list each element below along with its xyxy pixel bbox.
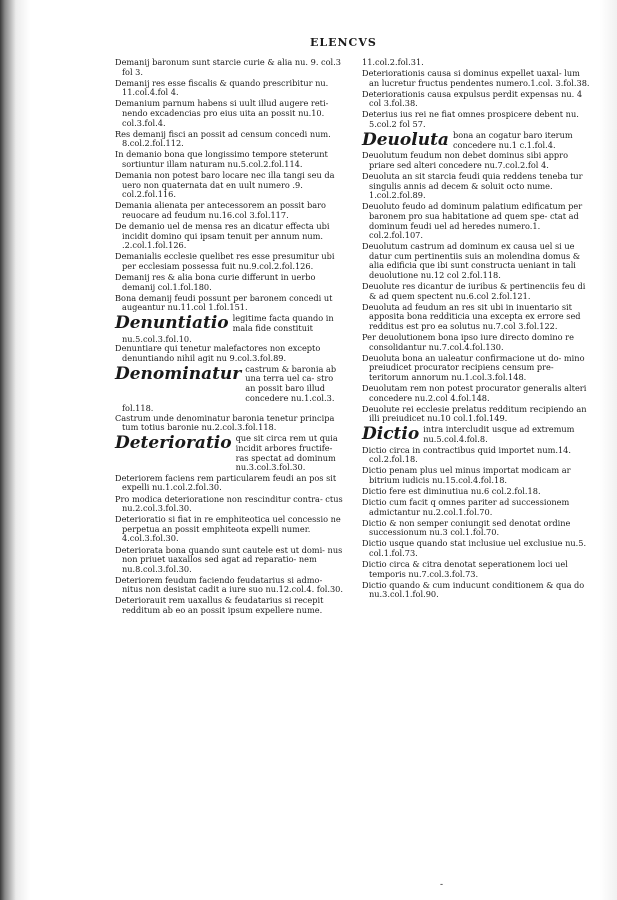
index-entry: Denuntiare qui tenetur malefactores non excepto denuntiando nihil agit nu 9.col.3.fol.89. [115, 343, 321, 363]
headword-continuation: fol.118. [122, 403, 154, 414]
index-entry: Deuolutum feudum non debet dominus sibi appro priare sed alteri concedere nu.7.col.2.fol 4. [362, 150, 568, 170]
index-entry: Deteriorata bona quando sunt cautele est ut domi- nus non priuet uaxallos sed agat ad reparatio- nem nu.8.col.3.fol.30. [115, 544, 343, 574]
index-entry: Deuoluta bona an ualeatur confirmacione ut do- mino preiudicet procurator recipiens censum pre- teritorum annorum nu.1.col.3.fol.148. [362, 352, 585, 382]
index-column-right [362, 58, 592, 601]
headword: Deterioratio [115, 433, 232, 454]
index-column-left [115, 58, 345, 617]
headword-text: legitime facta quando in mala fide constituit [232, 313, 334, 333]
index-entry: Demanialis ecclesie quelibet res esse presumitur ubi per ecclesiam possessa fuit nu.9.col.2.fol.126. [115, 251, 335, 271]
index-entry: Deterioratio si fiat in re emphiteotica uel concessio ne perpetua an possit emphiteota expelli numer. 4.col.3.fol.30. [115, 514, 341, 544]
index-entry: Dictio circa in contractibus quid importet num.14. col.2.fol.18. [362, 444, 571, 465]
index-entry: Dictio usque quando stat inclusiue uel exclusiue nu.5. col.1.fol.73. [362, 538, 587, 558]
index-entry: Per deuolutionem bona ipso iure directo domino re consolidantur nu.7.col.4.fol.130. [362, 332, 574, 352]
headword: Deuoluta [362, 130, 449, 151]
headword: Dictio [362, 424, 420, 445]
headword: Denuntiatio [115, 313, 229, 334]
index-entry: Demania alienata per antecessorem an possit baro reuocare ad feudum nu.16.col 3.fol.117. [115, 200, 326, 220]
index-headword-entry [362, 425, 592, 444]
index-headword-entry [362, 131, 592, 150]
page-footer-mark: - [440, 880, 444, 890]
index-entry: Dictio quando & cum inducunt conditionem & qua do nu.3.col.1.fol.90. [362, 579, 585, 600]
index-entry: Deuoluta ad feudum an res sit ubi in inuentario sit apposita bona redditicia una excepta ex errore sed redditus est pro ea solutus nu.7.col 3.fol.122. [362, 301, 581, 331]
headword-text: bona an cogatur baro iterum concedere nu.1 c.1.fol.4. [452, 130, 573, 150]
index-entry: Deuolute res dicantur de iuribus & pertinenciis feu di & ad quem spectent nu.6.col 2.fol.121. [362, 281, 586, 301]
index-entry: De demanio uel de mensa res an dicatur effecta ubi incidit domino qui ipsam tenuit per annum num. .2.col.1.fol.126. [115, 221, 330, 251]
index-entry: Deteriorauit rem uaxallus & feudatarius si recepit redditum ab eo an possit ipsum expellere nume. [115, 595, 324, 616]
index-entry: Demanium parnum habens si uult illud augere reti- nendo excadencias pro eius uita an possit nu.10. col.3.fol.4. [115, 98, 329, 128]
index-entry: Dictio fere est diminutiua nu.6 col.2.fol.18. [362, 485, 541, 496]
index-entry: Deteriorem feudum faciendo feudatarius si admo- nitus non desistat cadit a iure suo nu.12.col.4. fol.30. [115, 574, 343, 595]
headword-continuation: nu.5.col.3.fol.10. [122, 333, 192, 344]
index-entry: Res demanij fisci an possit ad censum concedi num. 8.col.2.fol.112. [115, 128, 331, 149]
index-entry: Dictio circa & citra denotat seperationem loci uel temporis nu.7.col.3.fol.73. [362, 559, 568, 579]
index-entry: Demania non potest baro locare nec illa tangi seu da uero non quaternata dat en uult numero .9. col.2.fol.116. [115, 170, 335, 200]
index-entry: Deuolutum castrum ad dominum ex causa uel si ue datur cum pertinentiis suis an molendina domus & alia edificia que ibi sunt constructa ueniant in tali deuolutione nu.12 col 2.fol.118. [362, 241, 581, 280]
index-entry: Deuolutam rem non potest procurator generalis alteri concedere nu.2.col 4.fol.148. [362, 383, 587, 403]
index-entry: 11.col.2.fol.31. [362, 57, 424, 67]
index-entry: Deterius ius rei ne fiat omnes prospicere debent nu. 5.col.2 fol 57. [362, 109, 579, 130]
index-entry: In demanio bona que longissimo tempore steterunt sortiuntur illam naturam nu.5.col.2.fol.114. [115, 149, 328, 169]
index-entry: Castrum unde denominatur baronia tenetur principa tum totius baronie nu.2.col.3.fol.118. [115, 412, 335, 433]
index-entry: Bona demanij feudi possunt per baronem concedi ut augeantur nu.11.col 1.fol.151. [115, 292, 333, 313]
index-headword-entry [115, 434, 345, 472]
index-entry: Demanij res & alia bona curie differunt in uerbo demanij col.1.fol.180. [115, 271, 316, 292]
headword-text: intra intercludit usque ad extremum nu.5.col.4.fol.8. [423, 424, 575, 444]
page-header: ELENCVS [310, 36, 377, 49]
index-entry: Deteriorationis causa expulsus perdit expensas nu. 4 col 3.fol.38. [362, 88, 583, 109]
index-entry: Deteriorem faciens rem particularem feudi an pos sit expelli nu.1.col.2.fol.30. [115, 472, 337, 493]
index-entry: Demanij res esse fiscalis & quando prescribitur nu. 11.col.4.fol 4. [115, 77, 329, 98]
index-entry: Deuoluta an sit starcia feudi quia reddens teneba tur singulis annis ad decem & soluit octo nume. 1.col.2.fol.89. [362, 171, 583, 201]
index-headword-entry [115, 314, 345, 333]
index-entry: Dictio penam plus uel minus importat modicam ar bitrium iudicis nu.15.col.4.fol.18. [362, 465, 571, 485]
headword-text: castrum & baronia ab una terra uel ca- stro an possit baro illud concedere nu.1.col.3. [245, 363, 337, 403]
index-entry: Dictio cum facit q omnes pariter ad successionem admictantur nu.2.col.1.fol.70. [362, 497, 570, 517]
index-headword-entry [115, 365, 345, 403]
headword-text: que sit circa rem ut quia incidit arbores fructife- ras spectat ad dominum nu.3.col.3.fol.30. [235, 433, 338, 473]
headword: Denominatur [115, 363, 242, 384]
index-entry: Deuolute rei ecclesie prelatus redditum recipiendo an illi preiudicet nu.10 col.1.fol.149. [362, 403, 587, 424]
index-entry: Pro modica deterioratione non rescinditur contra- ctus nu.2.col.3.fol.30. [115, 493, 343, 514]
index-entry: Deteriorationis causa si dominus expellet uaxal- lum an lucretur fructus pendentes numero.1.col. 3.fol.38. [362, 68, 590, 88]
index-entry: Demanij baronum sunt starcie curie & alia nu. 9. col.3 fol 3. [115, 57, 341, 77]
index-entry: Dictio & non semper coniungit sed denotat ordine successionum nu.3 col.1.fol.70. [362, 517, 571, 538]
index-entry: Deuoluto feudo ad dominum palatium edificatum per baronem pro sua habitatione ad quem spe- ctat ad dominum feudi uel ad heredes numero.1. col.2.fol.107. [362, 201, 583, 241]
